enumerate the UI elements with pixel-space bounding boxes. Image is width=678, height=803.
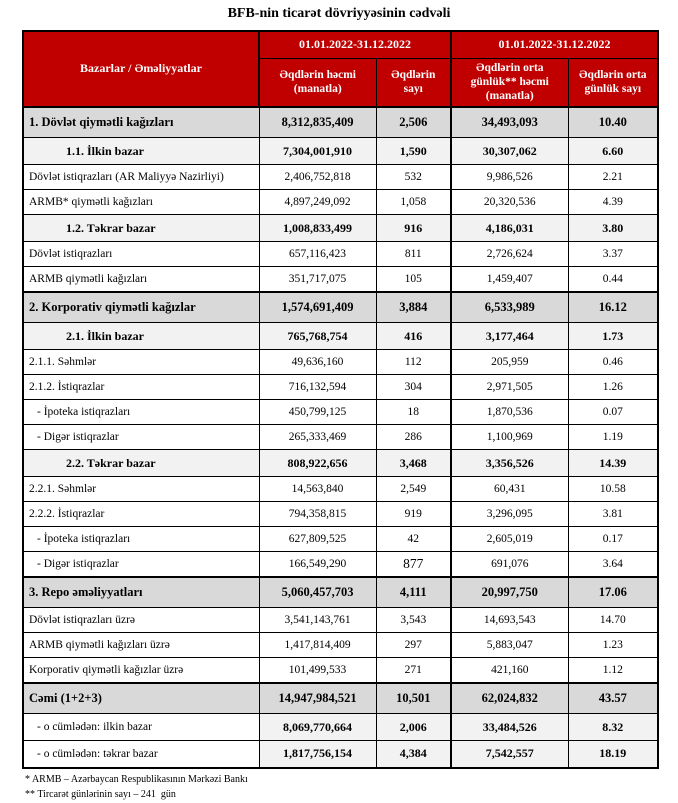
cell-value: 62,024,832 — [451, 683, 568, 714]
row-label: 1.2. Təkrar bazar — [23, 215, 259, 242]
page-title: BFB-nin ticarət dövriyyəsinin cədvəli — [227, 6, 451, 21]
cell-value: 166,549,290 — [259, 552, 376, 577]
cell-value: 532 — [376, 165, 451, 190]
cell-value: 17.06 — [568, 577, 658, 608]
cell-value: 657,116,423 — [259, 242, 376, 267]
cell-value: 808,922,656 — [259, 450, 376, 477]
cell-value: 1,870,536 — [451, 400, 568, 425]
row-label: 2.2.1. Səhmlər — [23, 477, 259, 502]
table-row — [23, 658, 658, 683]
cell-value: 14,947,984,521 — [259, 683, 376, 714]
cell-value: 205,959 — [451, 350, 568, 375]
row-label: - Digər istiqrazlar — [23, 552, 259, 577]
cell-value: 297 — [376, 633, 451, 658]
period-header-row — [23, 31, 658, 58]
cell-value: 0.17 — [568, 527, 658, 552]
cell-value: 4,111 — [376, 577, 451, 608]
cell-value: 2,506 — [376, 107, 451, 138]
cell-value: 20,997,750 — [451, 577, 568, 608]
cell-value: 1,058 — [376, 190, 451, 215]
cell-value: 3,884 — [376, 292, 451, 323]
row-label: 1. Dövlət qiymətli kağızları — [23, 107, 259, 138]
row-label: 3. Repo əməliyyatları — [23, 577, 259, 608]
cell-value: 4.39 — [568, 190, 658, 215]
cell-value: 10.40 — [568, 107, 658, 138]
cell-value: 794,358,815 — [259, 502, 376, 527]
cell-value: 2,406,752,818 — [259, 165, 376, 190]
cell-value: 304 — [376, 375, 451, 400]
period-header-2: 01.01.2022-31.12.2022 — [451, 31, 658, 58]
cell-value: 30,307,062 — [451, 138, 568, 165]
table-row — [23, 375, 658, 400]
cell-value: 811 — [376, 242, 451, 267]
cell-value: 919 — [376, 502, 451, 527]
cell-value: 16.12 — [568, 292, 658, 323]
table-row — [23, 323, 658, 350]
cell-value: 0.44 — [568, 267, 658, 292]
cell-value: 112 — [376, 350, 451, 375]
cell-value: 416 — [376, 323, 451, 350]
cell-value: 4,384 — [376, 741, 451, 768]
row-label: 2.1.1. Səhmlər — [23, 350, 259, 375]
cell-value: 43.57 — [568, 683, 658, 714]
cell-value: 14,693,543 — [451, 608, 568, 633]
cell-value: 351,717,075 — [259, 267, 376, 292]
cell-value: 3,543 — [376, 608, 451, 633]
cell-value: 2,605,019 — [451, 527, 568, 552]
cell-value: 1.73 — [568, 323, 658, 350]
cell-value: 691,076 — [451, 552, 568, 577]
cell-value: 1,590 — [376, 138, 451, 165]
cell-value: 14.39 — [568, 450, 658, 477]
cell-value: 5,060,457,703 — [259, 577, 376, 608]
cell-value: 34,493,093 — [451, 107, 568, 138]
cell-value: 2,549 — [376, 477, 451, 502]
cell-value: 716,132,594 — [259, 375, 376, 400]
row-label: - Digər istiqrazlar — [23, 425, 259, 450]
cell-value: 0.07 — [568, 400, 658, 425]
row-label: 1.1. İlkin bazar — [23, 138, 259, 165]
cell-value: 18 — [376, 400, 451, 425]
cell-value: 1.26 — [568, 375, 658, 400]
cell-value: 877 — [376, 552, 451, 577]
column-header-avg-count: Əqdlərin orta günlük sayı — [568, 58, 658, 107]
table-row — [23, 215, 658, 242]
table-row — [23, 190, 658, 215]
row-label: 2.1. İlkin bazar — [23, 323, 259, 350]
cell-value: 421,160 — [451, 658, 568, 683]
table-row — [23, 400, 658, 425]
row-label: ARMB* qiymətli kağızları — [23, 190, 259, 215]
cell-value: 1,574,691,409 — [259, 292, 376, 323]
cell-value: 20,320,536 — [451, 190, 568, 215]
row-label: ARMB qiymətli kağızları üzrə — [23, 633, 259, 658]
cell-value: 9,986,526 — [451, 165, 568, 190]
table-row — [23, 683, 658, 714]
column-header-avg-volume: Əqdlərin orta günlük** həcmi (manatla) — [451, 58, 568, 107]
cell-value: 60,431 — [451, 477, 568, 502]
table-row — [23, 527, 658, 552]
table-row — [23, 292, 658, 323]
cell-value: 3.80 — [568, 215, 658, 242]
table-body — [23, 107, 658, 768]
cell-value: 1.23 — [568, 633, 658, 658]
cell-value: 765,768,754 — [259, 323, 376, 350]
table-row — [23, 502, 658, 527]
row-label: - o cümlədən: təkrar bazar — [23, 741, 259, 768]
table-row — [23, 714, 658, 741]
table-row — [23, 552, 658, 577]
cell-value: 2.21 — [568, 165, 658, 190]
cell-value: 3.64 — [568, 552, 658, 577]
corner-header: Bazarlar / Əməliyyatlar — [23, 31, 259, 107]
cell-value: 3,296,095 — [451, 502, 568, 527]
cell-value: 3,541,143,761 — [259, 608, 376, 633]
cell-value: 10,501 — [376, 683, 451, 714]
table-row — [23, 267, 658, 292]
cell-value: 627,809,525 — [259, 527, 376, 552]
cell-value: 6,533,989 — [451, 292, 568, 323]
table-row — [23, 577, 658, 608]
cell-value: 4,897,249,092 — [259, 190, 376, 215]
cell-value: 7,304,001,910 — [259, 138, 376, 165]
cell-value: 42 — [376, 527, 451, 552]
table-row — [23, 107, 658, 138]
row-label: - İpoteka istiqrazları — [23, 527, 259, 552]
cell-value: 1,008,833,499 — [259, 215, 376, 242]
column-header-count: Əqdlərin sayı — [376, 58, 451, 107]
cell-value: 33,484,526 — [451, 714, 568, 741]
cell-value: 4,186,031 — [451, 215, 568, 242]
cell-value: 10.58 — [568, 477, 658, 502]
cell-value: 5,883,047 — [451, 633, 568, 658]
row-label: Dövlət istiqrazları üzrə — [23, 608, 259, 633]
row-label: 2.2. Təkrar bazar — [23, 450, 259, 477]
cell-value: 286 — [376, 425, 451, 450]
cell-value: 7,542,557 — [451, 741, 568, 768]
footnote-armb: * ARMB – Azərbaycan Respublikasının Mərkəzi Bankı — [25, 773, 248, 785]
cell-value: 101,499,533 — [259, 658, 376, 683]
row-label: Cəmi (1+2+3) — [23, 683, 259, 714]
cell-value: 3,177,464 — [451, 323, 568, 350]
cell-value: 6.60 — [568, 138, 658, 165]
cell-value: 18.19 — [568, 741, 658, 768]
cell-value: 1,459,407 — [451, 267, 568, 292]
trading-turnover-table — [22, 30, 659, 769]
footnotes — [25, 772, 678, 803]
row-label: Korporativ qiymətli kağızlar üzrə — [23, 658, 259, 683]
cell-value: 450,799,125 — [259, 400, 376, 425]
document-page — [0, 6, 678, 801]
cell-value: 1,100,969 — [451, 425, 568, 450]
cell-value: 3.37 — [568, 242, 658, 267]
table-row — [23, 242, 658, 267]
table-header — [23, 31, 658, 107]
cell-value: 3,356,526 — [451, 450, 568, 477]
cell-value: 1.19 — [568, 425, 658, 450]
cell-value: 14,563,840 — [259, 477, 376, 502]
cell-value: 1.12 — [568, 658, 658, 683]
cell-value: 1,417,814,409 — [259, 633, 376, 658]
cell-value: 3.81 — [568, 502, 658, 527]
column-header-volume: Əqdlərin həcmi (manatla) — [259, 58, 376, 107]
row-label: 2. Korporativ qiymətli kağızlar — [23, 292, 259, 323]
period-header-1: 01.01.2022-31.12.2022 — [259, 31, 451, 58]
cell-value: 8,312,835,409 — [259, 107, 376, 138]
cell-value: 0.46 — [568, 350, 658, 375]
table-row — [23, 741, 658, 768]
cell-value: 2,971,505 — [451, 375, 568, 400]
cell-value: 49,636,160 — [259, 350, 376, 375]
cell-value: 916 — [376, 215, 451, 242]
row-label: ARMB qiymətli kağızları — [23, 267, 259, 292]
row-label: Dövlət istiqrazları — [23, 242, 259, 267]
table-row — [23, 350, 658, 375]
table-row — [23, 165, 658, 190]
cell-value: 265,333,469 — [259, 425, 376, 450]
table-row — [23, 425, 658, 450]
cell-value: 271 — [376, 658, 451, 683]
cell-value: 2,726,624 — [451, 242, 568, 267]
table-row — [23, 608, 658, 633]
cell-value: 105 — [376, 267, 451, 292]
row-label: 2.1.2. İstiqrazlar — [23, 375, 259, 400]
cell-value: 2,006 — [376, 714, 451, 741]
table-row — [23, 477, 658, 502]
cell-value: 8.32 — [568, 714, 658, 741]
row-label: 2.2.2. İstiqrazlar — [23, 502, 259, 527]
row-label: Dövlət istiqrazları (AR Maliyyə Nazirliyi) — [23, 165, 259, 190]
table-row — [23, 138, 658, 165]
row-label: - İpoteka istiqrazları — [23, 400, 259, 425]
cell-value: 1,817,756,154 — [259, 741, 376, 768]
table-row — [23, 450, 658, 477]
table-row — [23, 633, 658, 658]
footnote-trading-days: ** Tircarət günlərinin sayı – 241 gün — [25, 789, 176, 801]
cell-value: 8,069,770,664 — [259, 714, 376, 741]
row-label: - o cümlədən: ilkin bazar — [23, 714, 259, 741]
cell-value: 14.70 — [568, 608, 658, 633]
cell-value: 3,468 — [376, 450, 451, 477]
